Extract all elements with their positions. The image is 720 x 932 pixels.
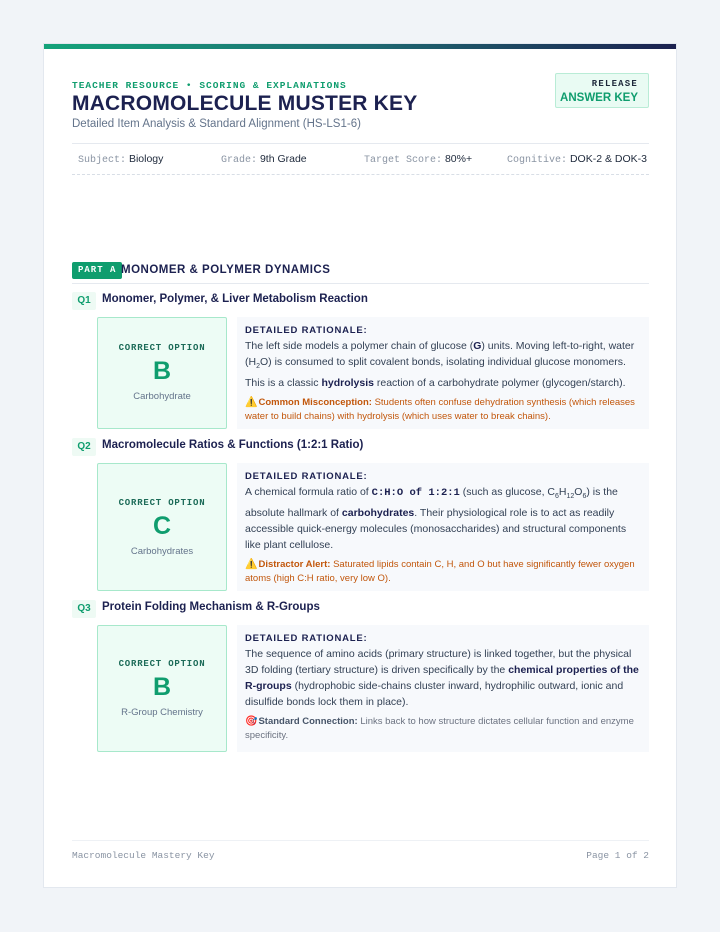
- text: The sequence of amino acids (primary structure) is linked together, but the physical 3D folding (tertiary structure) is driven specifically by the: [245, 648, 632, 676]
- correct-option-card: [97, 317, 227, 429]
- correct-option-card: [97, 625, 227, 752]
- distractor-note: [245, 558, 641, 586]
- text: . Their physiological role is to act as readily accessible quick-energy molecules (monosaccharides) and structural components like plant cellulose.: [245, 507, 627, 552]
- correct-option-label: CORRECT OPTION: [118, 343, 206, 353]
- rationale-heading: DETAILED RATIONALE:: [245, 471, 368, 482]
- subscript: 12: [566, 493, 575, 501]
- text: ) units. Moving left-to-right, water (H: [245, 340, 635, 368]
- meta-value: 80%+: [444, 153, 473, 165]
- part-header: [72, 262, 649, 284]
- rationale-panel: [237, 317, 649, 429]
- rationale-body: [245, 484, 641, 553]
- rationale-panel: [237, 463, 649, 591]
- accent-bar: [44, 44, 676, 49]
- text: A chemical formula ratio of: [245, 486, 372, 498]
- correct-option-desc: Carbohydrate: [133, 391, 191, 402]
- text-bold: G: [473, 340, 482, 352]
- meta-subject: [78, 153, 163, 166]
- text: ) is the absolute hallmark of: [245, 486, 618, 520]
- correct-option-label: CORRECT OPTION: [118, 659, 206, 669]
- text-bold: carbohydrates: [341, 507, 415, 520]
- kicker: TEACHER RESOURCE • SCORING & EXPLANATIONS: [72, 80, 347, 91]
- meta-row: [72, 143, 649, 175]
- warning-icon: ⚠️: [245, 559, 258, 571]
- release-label: RELEASE: [591, 79, 638, 89]
- correct-option-card: [97, 463, 227, 591]
- subscript: 6: [555, 493, 559, 501]
- rationale-body: [245, 646, 641, 710]
- rationale-heading: DETAILED RATIONALE:: [245, 633, 368, 644]
- correct-option-desc: R-Group Chemistry: [121, 707, 203, 718]
- note-text: Links back to how structure dictates cellular function and enzyme specificity.: [245, 716, 634, 741]
- question-title: Monomer, Polymer, & Liver Metabolism Reaction: [102, 293, 368, 305]
- answer-key-page: [43, 43, 677, 888]
- correct-option-label: CORRECT OPTION: [118, 498, 206, 508]
- correct-option-letter: B: [152, 357, 172, 385]
- text: O) is consumed to split covalent bonds, isolating individual glucose monomers. This is a classic: [245, 356, 626, 390]
- note-text: Students often confuse dehydration synthesis (which releases water to build chains) with hydrolysis (which uses water to break chains).: [245, 397, 635, 423]
- target-icon: 🎯: [245, 716, 258, 727]
- subscript: 6: [582, 493, 587, 501]
- page-subtitle: Detailed Item Analysis & Standard Alignment (HS-LS1-6): [72, 118, 361, 130]
- page-number: Page 1 of 2: [586, 850, 649, 861]
- note-label: Distractor Alert:: [258, 559, 331, 571]
- part-title: MONOMER & POLYMER DYNAMICS: [121, 264, 331, 276]
- text: The left side models a polymer chain of glucose (: [245, 340, 474, 352]
- meta-value: Biology: [128, 153, 164, 165]
- meta-target-score: [364, 153, 472, 166]
- meta-key: Target Score:: [364, 155, 443, 166]
- warning-icon: ⚠️: [245, 397, 258, 409]
- page-title: MACROMOLECULE MUSTER KEY: [72, 92, 418, 115]
- text: (hydrophobic side-chains cluster inward, hydrophilic outward, ionic and disulfide bonds lock them in place).: [245, 680, 624, 708]
- note-label: Standard Connection:: [258, 716, 358, 727]
- rationale-body: [245, 338, 641, 391]
- meta-cognitive: [507, 153, 647, 166]
- correct-option-desc: Carbohydrates: [130, 546, 194, 557]
- part-badge: PART A: [72, 262, 122, 279]
- text: (such as glucose, C: [459, 486, 555, 498]
- question-title: Macromolecule Ratios & Functions (1:2:1 Ratio): [102, 439, 364, 451]
- text: reaction of a carbohydrate polymer (glycogen/starch).: [373, 377, 626, 390]
- question-title: Protein Folding Mechanism & R-Groups: [102, 601, 320, 613]
- meta-value: 9th Grade: [259, 153, 307, 165]
- question-number: Q2: [72, 438, 96, 456]
- meta-key: Cognitive:: [507, 155, 568, 166]
- text-bold: hydrolysis: [321, 377, 374, 390]
- formula-ratio: C:H:O of 1:2:1: [371, 487, 460, 499]
- rationale-panel: [237, 625, 649, 752]
- question-number: Q3: [72, 600, 96, 618]
- correct-option-letter: B: [152, 673, 172, 701]
- rationale-heading: DETAILED RATIONALE:: [245, 325, 368, 336]
- question-number: Q1: [72, 292, 96, 310]
- note-label: Common Misconception:: [258, 397, 372, 409]
- text-bold: chemical properties of the R-groups: [245, 664, 639, 692]
- note-text: Saturated lipids contain C, H, and O but have significantly fewer oxygen atoms (high C:H ratio, very low O).: [245, 559, 635, 585]
- meta-grade: [221, 153, 307, 166]
- release-badge: [555, 73, 649, 108]
- standard-connection-note: [245, 715, 641, 743]
- meta-key: Subject:: [78, 155, 127, 166]
- release-value: ANSWER KEY: [560, 92, 638, 104]
- subscript: 2: [256, 363, 260, 371]
- meta-key: Grade:: [221, 155, 258, 166]
- meta-value: DOK-2 & DOK-3: [569, 153, 647, 165]
- text: O: [574, 486, 583, 498]
- page-footer: [72, 840, 649, 861]
- text: H: [558, 486, 567, 498]
- footer-title: Macromolecule Mastery Key: [72, 850, 215, 861]
- correct-option-letter: C: [152, 512, 172, 540]
- misconception-note: [245, 396, 641, 424]
